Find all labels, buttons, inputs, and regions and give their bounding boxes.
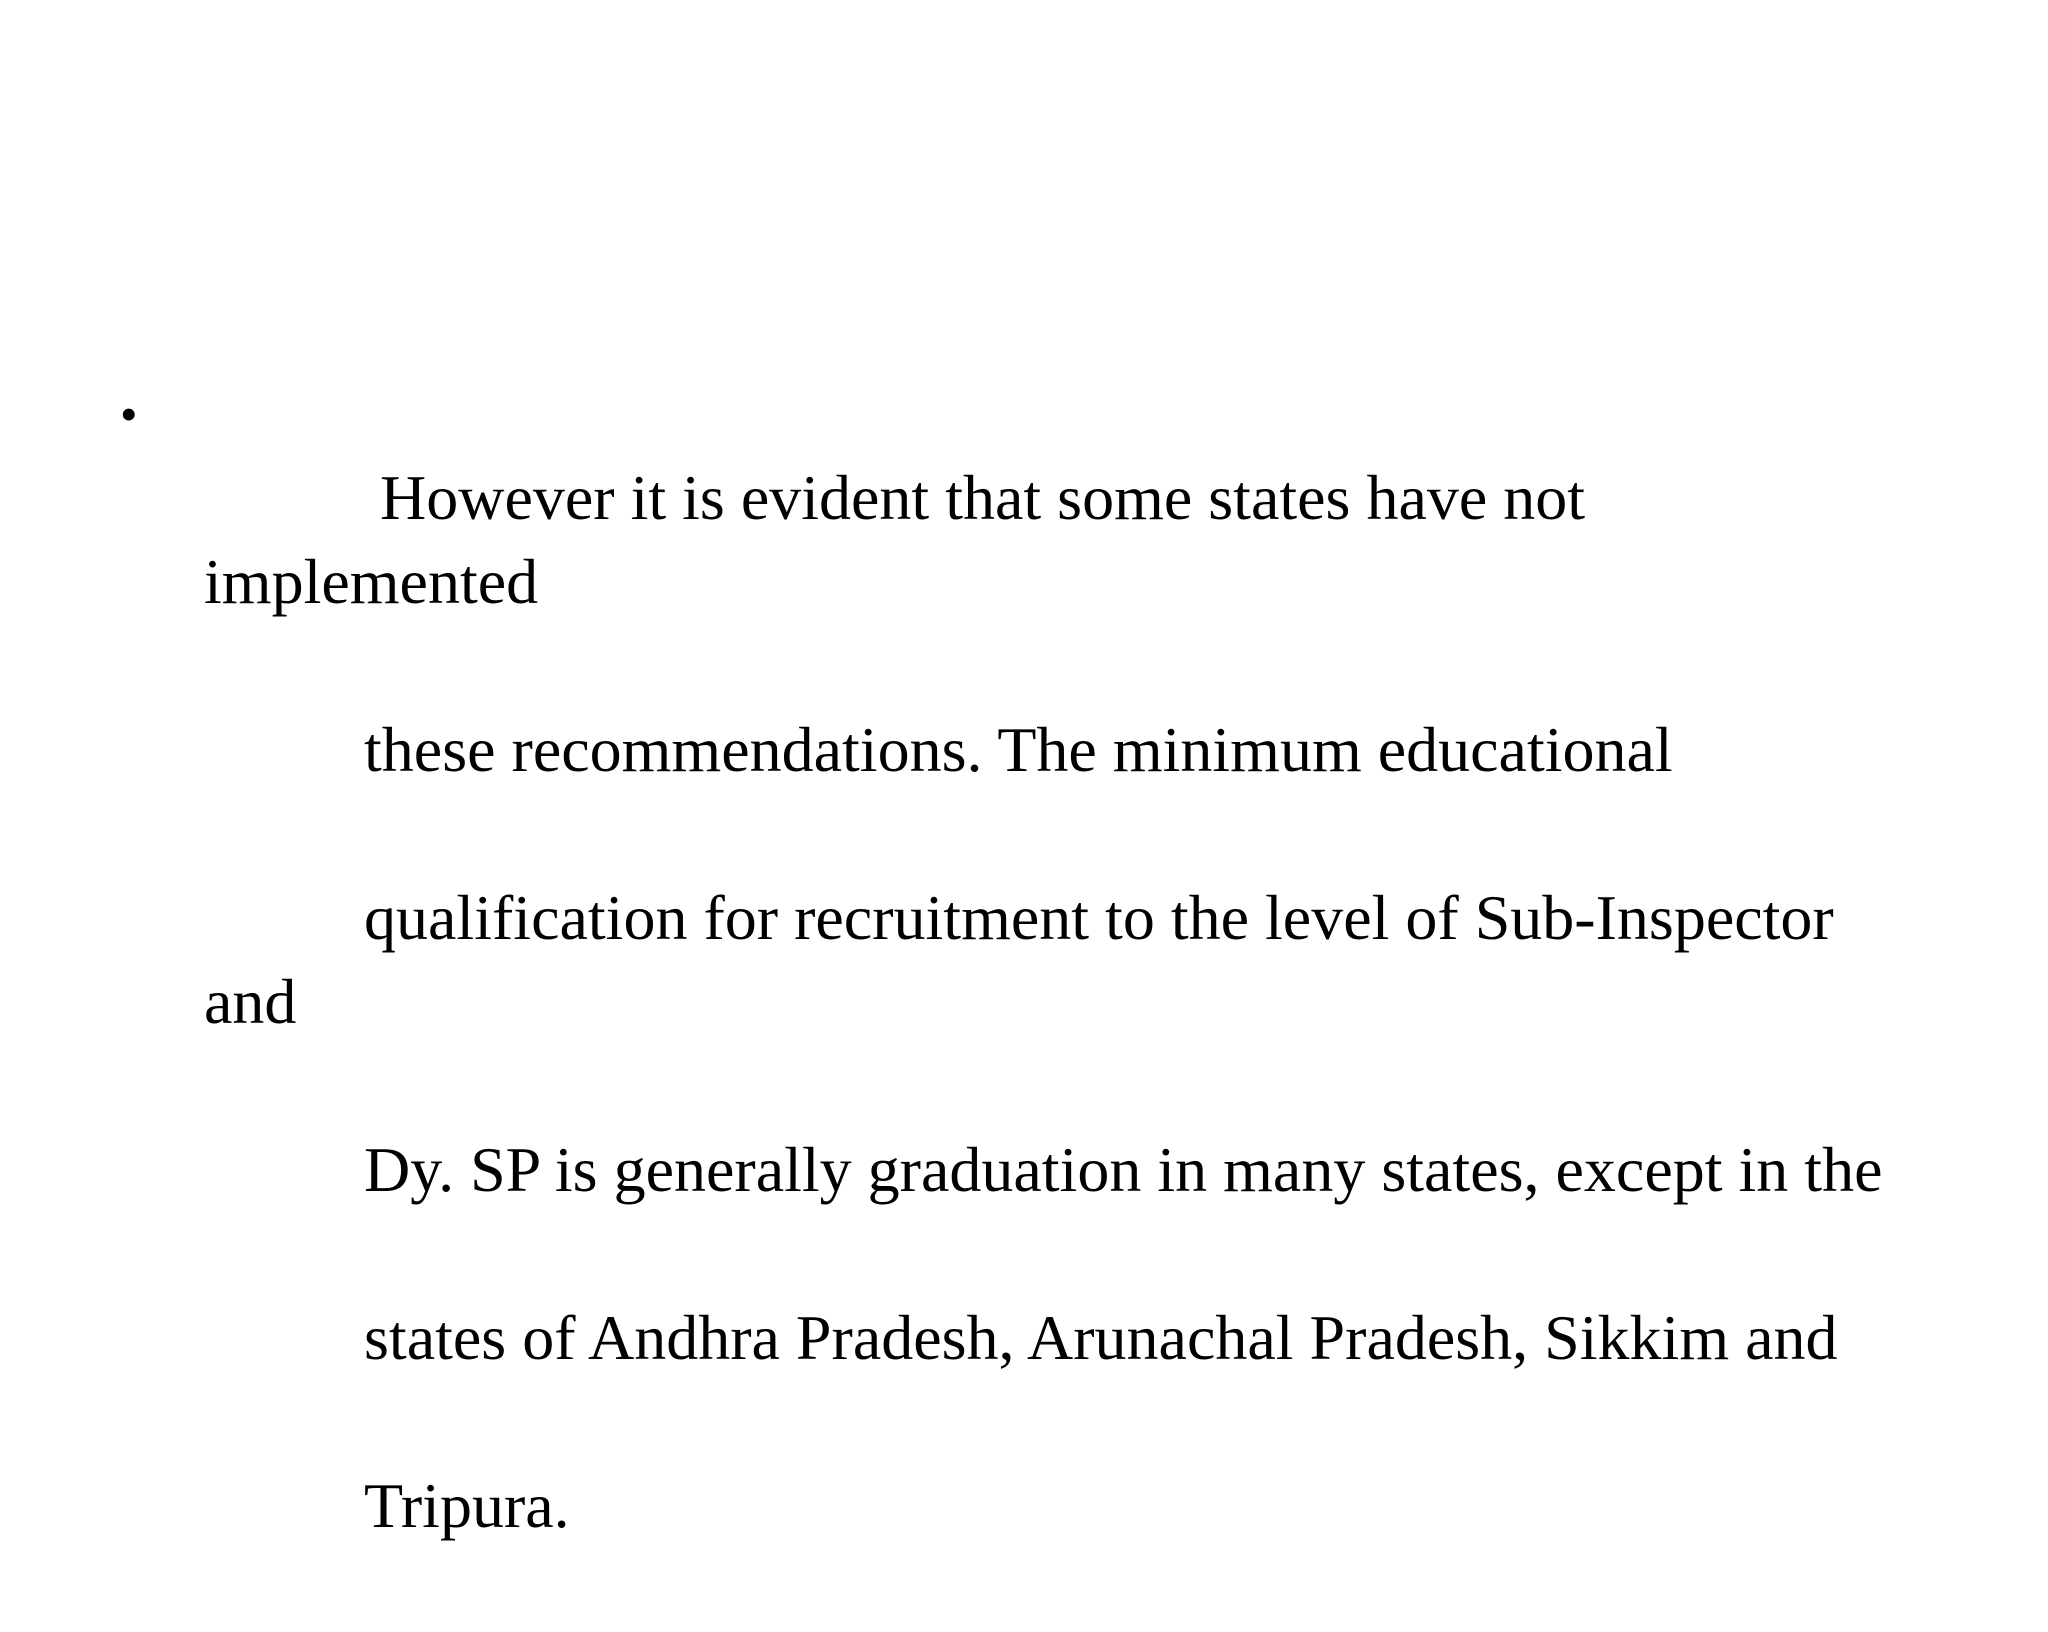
bullet-text-line: states of Andhra Pradesh, Arunachal Pradesh, Sikkim and xyxy=(364,1302,1838,1373)
bullet-marker-icon: • xyxy=(120,386,138,442)
bullet-text-line: However it is evident that some states have not implemented xyxy=(204,462,1602,617)
bullet-text xyxy=(204,372,1920,1632)
bullet-text-line: Tripura. xyxy=(364,1470,570,1541)
slide-content xyxy=(120,372,1920,1632)
bullet-text-line: these recommendations. The minimum educational xyxy=(364,714,1673,785)
bullet-text-line: Dy. SP is generally graduation in many states, except in the xyxy=(364,1134,1883,1205)
bullet-item xyxy=(120,372,1920,1632)
bullet-list xyxy=(120,372,1920,1632)
bullet-text-line: qualification for recruitment to the level of Sub-Inspector and xyxy=(204,882,1850,1037)
